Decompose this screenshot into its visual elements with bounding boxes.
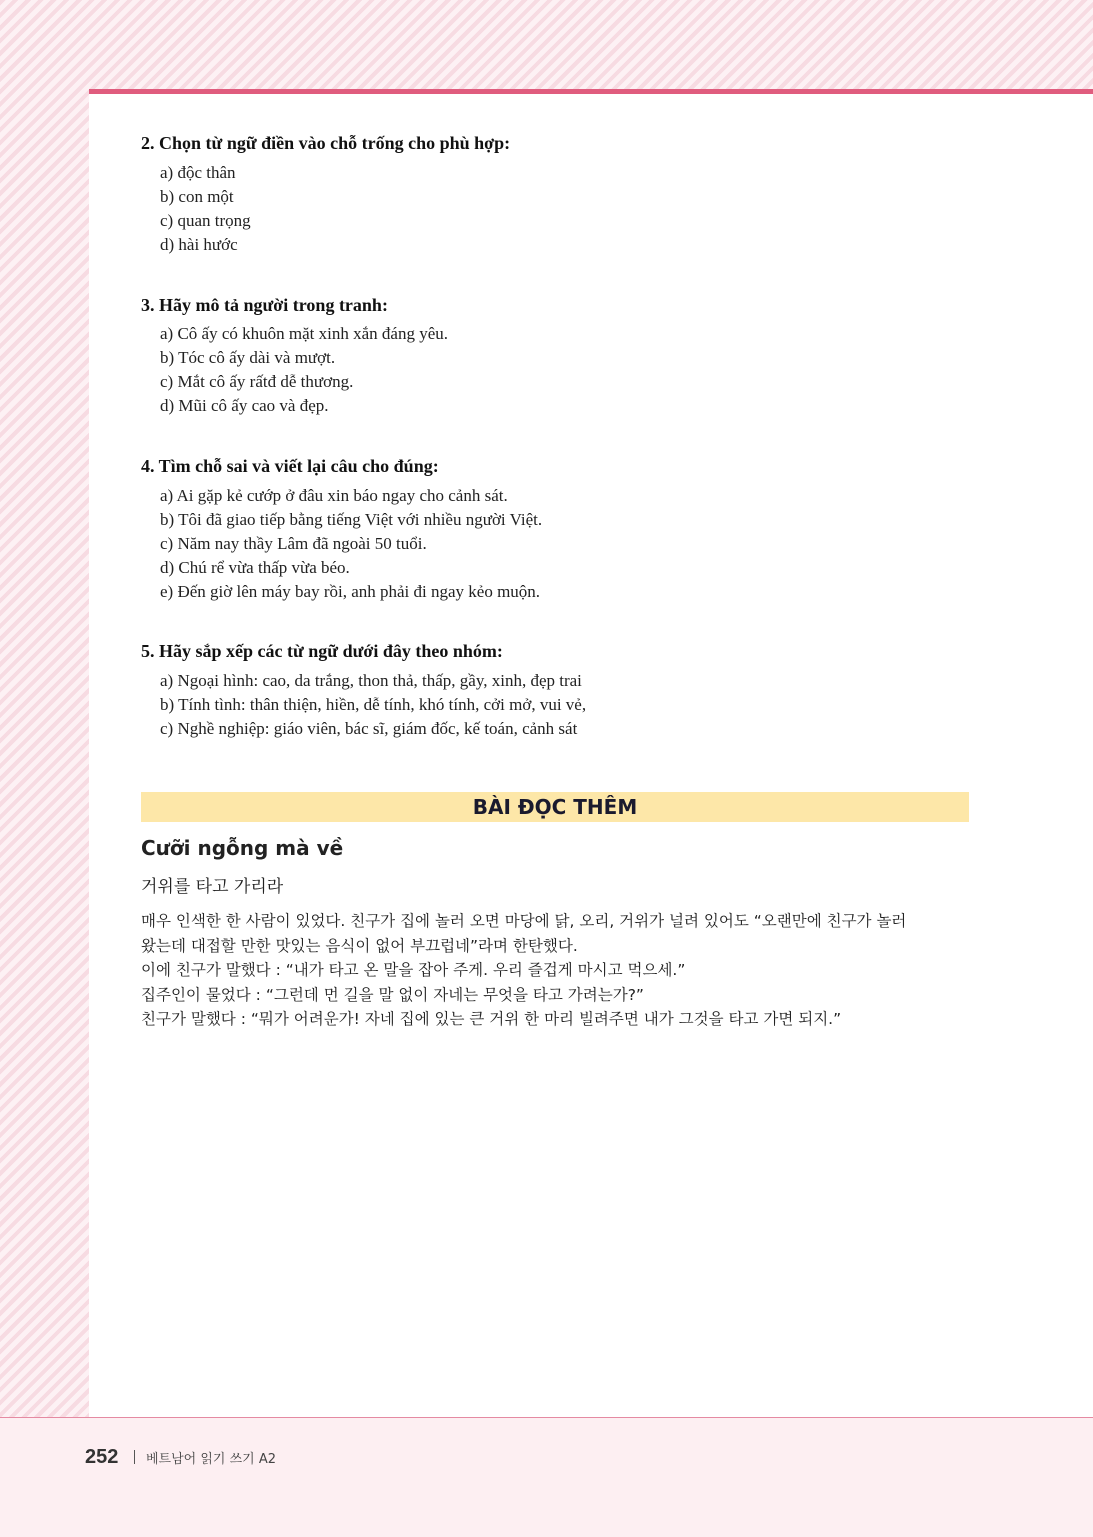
question-2-item: d) hài hước [160, 235, 238, 254]
question-4-item: e) Đến giờ lên máy bay rồi, anh phải đi ngay kẻo muộn. [160, 582, 541, 601]
book-title: 베트남어 읽기 쓰기 A2 [146, 1452, 277, 1467]
story-line: 매우 인색한 한 사람이 있었다. 친구가 집에 놀러 오면 마당에 닭, 오리, 거위가 널려 있어도 “오랜만에 친구가 놀러 [141, 912, 907, 930]
extra-reading-banner-label: BÀI ĐỌC THÊM [472, 795, 638, 819]
question-3-item: d) Mũi cô ấy cao và đẹp. [160, 396, 329, 415]
extra-reading-banner [141, 792, 969, 822]
question-4-item: c) Năm nay thầy Lâm đã ngoài 50 tuổi. [160, 534, 427, 553]
question-5-item: a) Ngoại hình: cao, da trắng, thon thả, thấp, gầy, xinh, đẹp trai [160, 671, 582, 690]
story-paragraph [141, 909, 971, 1032]
top-decorative-stripe [0, 0, 1093, 90]
question-4-item: d) Chú rể vừa thấp vừa béo. [160, 558, 350, 577]
top-accent-rule [89, 89, 1093, 94]
question-3-title: 3. Hãy mô tả người trong tranh: [141, 295, 388, 315]
story-line: 왔는데 대접할 만한 맛있는 음식이 없어 부끄럽네”라며 한탄했다. [141, 936, 578, 955]
question-2-item: c) quan trọng [160, 211, 251, 230]
page-number: 252 [85, 1446, 119, 1468]
question-3-item: b) Tóc cô ấy dài và mượt. [160, 348, 336, 367]
question-4-item: b) Tôi đã giao tiếp bằng tiếng Việt với nhiều người Việt. [160, 510, 543, 529]
question-2-item: b) con một [160, 187, 234, 206]
story-title: Cưỡi ngỗng mà về [141, 836, 344, 860]
story-subtitle: 거위를 타고 가리라 [141, 877, 284, 897]
story-line: 집주인이 물었다 : “그런데 먼 길을 말 없이 자네는 무엇을 타고 가려는가?” [141, 985, 644, 1004]
question-4-title: 4. Tìm chỗ sai và viết lại câu cho đúng: [141, 456, 439, 476]
question-4-item: a) Ai gặp kẻ cướp ở đâu xin báo ngay cho cảnh sát. [160, 486, 508, 505]
question-3-item: c) Mắt cô ấy rấtđ dễ thương. [160, 372, 354, 391]
question-3-item: a) Cô ấy có khuôn mặt xinh xắn đáng yêu. [160, 324, 448, 343]
question-2-item: a) độc thân [160, 163, 236, 182]
question-2-title: 2. Chọn từ ngữ điền vào chỗ trống cho phù hợp: [141, 133, 511, 153]
question-5-item: c) Nghề nghiệp: giáo viên, bác sĩ, giám đốc, kế toán, cảnh sát [160, 719, 578, 738]
page-footer [0, 1417, 1093, 1537]
footer-separator [134, 1450, 135, 1464]
story-line: 친구가 말했다 : “뭐가 어려운가! 자네 집에 있는 큰 거위 한 마리 빌려주면 내가 그것을 타고 가면 되지.” [141, 1010, 842, 1028]
left-decorative-stripe [0, 0, 89, 1418]
question-5-title: 5. Hãy sắp xếp các từ ngữ dưới đây theo nhóm: [141, 641, 503, 661]
question-5-item: b) Tính tình: thân thiện, hiền, dễ tính, khó tính, cởi mở, vui vẻ, [160, 695, 587, 714]
story-line: 이에 친구가 말했다 : “내가 타고 온 말을 잡아 주게. 우리 즐겁게 마시고 먹으세.” [141, 961, 686, 979]
